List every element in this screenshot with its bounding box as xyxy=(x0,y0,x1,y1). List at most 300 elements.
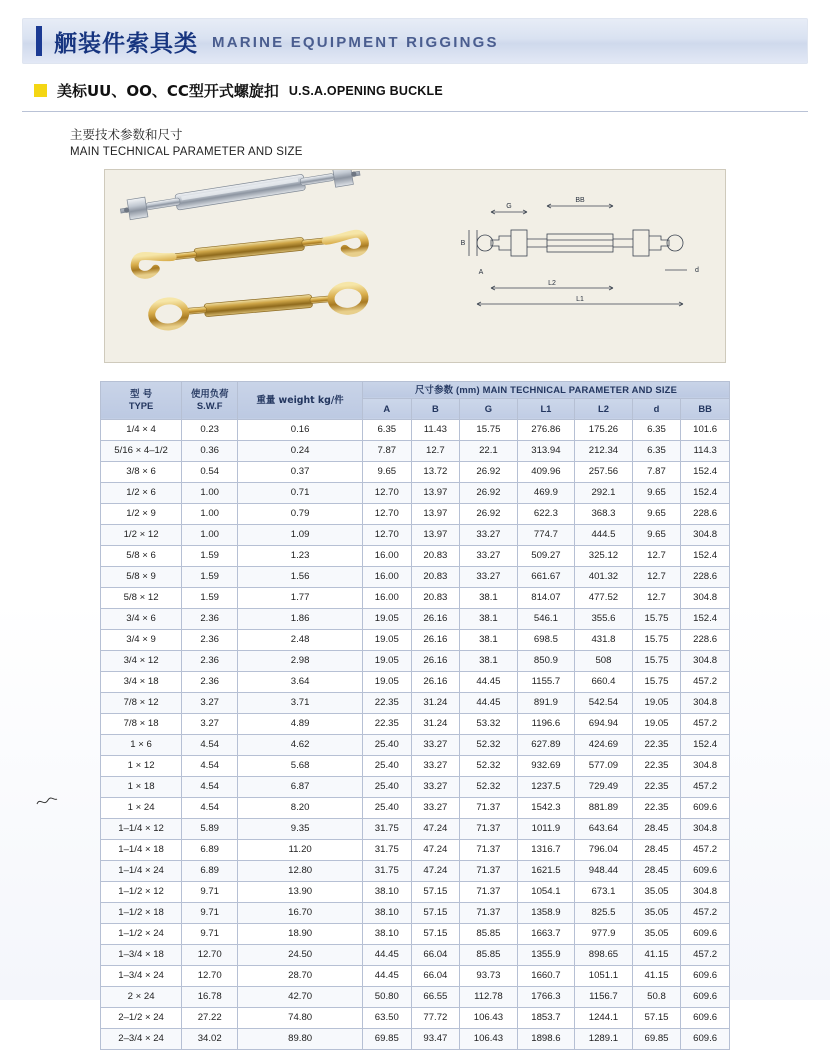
table-cell: 31.75 xyxy=(363,860,412,881)
table-cell: 5/8 × 6 xyxy=(101,545,182,566)
header-title-cn: 舾装件索具类 xyxy=(54,30,198,57)
table-cell: 609.6 xyxy=(681,986,730,1007)
table-row xyxy=(101,461,730,482)
table-cell: 1898.6 xyxy=(517,1028,575,1049)
table-row xyxy=(101,671,730,692)
table-cell: 304.8 xyxy=(681,587,730,608)
table-cell: 542.54 xyxy=(575,692,633,713)
table-cell: 93.73 xyxy=(460,965,518,986)
table-cell: 26.16 xyxy=(411,671,460,692)
table-cell: 112.78 xyxy=(460,986,518,1007)
table-cell: 1.56 xyxy=(238,566,363,587)
table-cell: 9.35 xyxy=(238,818,363,839)
table-cell: 44.45 xyxy=(460,692,518,713)
drawing-label-d: d xyxy=(695,266,699,274)
table-cell: 0.36 xyxy=(182,440,238,461)
table-cell: 1.86 xyxy=(238,608,363,629)
table-cell: 774.7 xyxy=(517,524,575,545)
table-cell: 44.45 xyxy=(460,671,518,692)
table-cell: 25.40 xyxy=(363,776,412,797)
table-cell: 71.37 xyxy=(460,818,518,839)
table-cell: 85.85 xyxy=(460,944,518,965)
table-cell: 106.43 xyxy=(460,1028,518,1049)
table-cell: 26.16 xyxy=(411,608,460,629)
table-cell: 15.75 xyxy=(632,671,681,692)
drawing-label-b: B xyxy=(460,239,466,247)
table-cell: 31.75 xyxy=(363,839,412,860)
table-cell: 1.00 xyxy=(182,503,238,524)
page-header xyxy=(22,18,808,64)
technical-drawing xyxy=(435,170,725,362)
table-cell: 6.87 xyxy=(238,776,363,797)
table-cell: 31.24 xyxy=(411,713,460,734)
table-cell: 52.32 xyxy=(460,776,518,797)
table-cell: 457.2 xyxy=(681,839,730,860)
table-cell: 44.45 xyxy=(363,965,412,986)
table-cell: 304.8 xyxy=(681,818,730,839)
table-cell: 8.20 xyxy=(238,797,363,818)
table-cell: 16.00 xyxy=(363,587,412,608)
table-cell: 5/8 × 12 xyxy=(101,587,182,608)
table-cell: 0.37 xyxy=(238,461,363,482)
table-cell: 1–3/4 × 18 xyxy=(101,944,182,965)
table-cell: 6.35 xyxy=(632,419,681,440)
table-row xyxy=(101,524,730,545)
table-cell: 673.1 xyxy=(575,881,633,902)
table-cell: 325.12 xyxy=(575,545,633,566)
table-cell: 292.1 xyxy=(575,482,633,503)
table-cell: 89.80 xyxy=(238,1028,363,1049)
table-cell: 977.9 xyxy=(575,923,633,944)
table-cell: 4.54 xyxy=(182,755,238,776)
table-cell: 932.69 xyxy=(517,755,575,776)
table-cell: 5.68 xyxy=(238,755,363,776)
table-cell: 3/4 × 6 xyxy=(101,608,182,629)
table-cell: 3.27 xyxy=(182,692,238,713)
table-cell: 431.8 xyxy=(575,629,633,650)
table-cell: 1051.1 xyxy=(575,965,633,986)
params-caption xyxy=(22,126,808,161)
table-cell: 457.2 xyxy=(681,713,730,734)
table-cell: 401.32 xyxy=(575,566,633,587)
table-cell: 9.71 xyxy=(182,923,238,944)
table-cell: 948.44 xyxy=(575,860,633,881)
table-cell: 28.70 xyxy=(238,965,363,986)
table-cell: 457.2 xyxy=(681,944,730,965)
table-cell: 469.9 xyxy=(517,482,575,503)
params-caption-cn: 主要技术参数和尺寸 xyxy=(70,127,183,142)
table-cell: 660.4 xyxy=(575,671,633,692)
table-cell: 1621.5 xyxy=(517,860,575,881)
table-cell: 16.78 xyxy=(182,986,238,1007)
table-cell: 1 × 18 xyxy=(101,776,182,797)
drawing-label-l2: L2 xyxy=(548,279,556,287)
table-cell: 6.35 xyxy=(363,419,412,440)
col-weight xyxy=(238,381,363,419)
col-bb: BB xyxy=(681,398,730,419)
table-row xyxy=(101,734,730,755)
table-row xyxy=(101,839,730,860)
table-cell: 22.35 xyxy=(632,734,681,755)
table-cell: 1011.9 xyxy=(517,818,575,839)
table-cell: 106.43 xyxy=(460,1007,518,1028)
table-cell: 0.71 xyxy=(238,482,363,503)
table-cell: 577.09 xyxy=(575,755,633,776)
table-cell: 4.54 xyxy=(182,734,238,755)
table-cell: 66.04 xyxy=(411,944,460,965)
table-cell: 71.37 xyxy=(460,881,518,902)
table-cell: 18.90 xyxy=(238,923,363,944)
product-photo-svg xyxy=(105,170,435,362)
table-cell: 50.80 xyxy=(363,986,412,1007)
table-cell: 28.45 xyxy=(632,839,681,860)
table-cell: 814.07 xyxy=(517,587,575,608)
table-cell: 891.9 xyxy=(517,692,575,713)
table-cell: 509.27 xyxy=(517,545,575,566)
table-cell: 1244.1 xyxy=(575,1007,633,1028)
header-title-en: MARINE EQUIPMENT RIGGINGS xyxy=(212,34,499,51)
table-cell: 627.89 xyxy=(517,734,575,755)
table-cell: 69.85 xyxy=(632,1028,681,1049)
table-cell: 1.23 xyxy=(238,545,363,566)
table-cell: 6.35 xyxy=(632,440,681,461)
table-row xyxy=(101,818,730,839)
table-cell: 19.05 xyxy=(632,713,681,734)
table-cell: 1237.5 xyxy=(517,776,575,797)
table-cell: 33.27 xyxy=(411,755,460,776)
table-row xyxy=(101,587,730,608)
table-cell: 7/8 × 18 xyxy=(101,713,182,734)
table-cell: 44.45 xyxy=(363,944,412,965)
table-cell: 19.05 xyxy=(363,650,412,671)
table-cell: 6.89 xyxy=(182,839,238,860)
table-cell: 33.27 xyxy=(460,545,518,566)
table-cell: 31.24 xyxy=(411,692,460,713)
table-cell: 409.96 xyxy=(517,461,575,482)
drawing-label-a: A xyxy=(478,268,484,276)
table-cell: 12.7 xyxy=(632,545,681,566)
table-cell: 1.77 xyxy=(238,587,363,608)
table-cell: 35.05 xyxy=(632,902,681,923)
table-cell: 609.6 xyxy=(681,1028,730,1049)
table-row xyxy=(101,776,730,797)
table-cell: 19.05 xyxy=(363,629,412,650)
table-cell: 27.22 xyxy=(182,1007,238,1028)
spec-table-body xyxy=(101,419,730,1049)
table-cell: 33.27 xyxy=(460,524,518,545)
table-cell: 12.70 xyxy=(363,482,412,503)
table-cell: 13.97 xyxy=(411,503,460,524)
margin-squiggle-mark xyxy=(36,795,58,809)
table-cell: 69.85 xyxy=(363,1028,412,1049)
table-cell: 38.1 xyxy=(460,650,518,671)
table-row xyxy=(101,1028,730,1049)
col-size-group: 尺寸参数 (mm) MAIN TECHNICAL PARAMETER AND SIZE xyxy=(363,381,730,398)
table-cell: 57.15 xyxy=(411,923,460,944)
table-cell: 52.32 xyxy=(460,755,518,776)
table-row xyxy=(101,650,730,671)
col-swf xyxy=(182,381,238,419)
table-cell: 38.10 xyxy=(363,923,412,944)
table-cell: 152.4 xyxy=(681,461,730,482)
table-cell: 47.24 xyxy=(411,860,460,881)
table-cell: 24.50 xyxy=(238,944,363,965)
table-cell: 0.79 xyxy=(238,503,363,524)
table-cell: 9.65 xyxy=(632,482,681,503)
table-cell: 22.35 xyxy=(363,692,412,713)
table-row xyxy=(101,986,730,1007)
table-cell: 1–3/4 × 24 xyxy=(101,965,182,986)
table-cell: 661.67 xyxy=(517,566,575,587)
table-cell: 13.90 xyxy=(238,881,363,902)
table-cell: 0.54 xyxy=(182,461,238,482)
table-cell: 12.7 xyxy=(632,566,681,587)
table-cell: 53.32 xyxy=(460,713,518,734)
table-cell: 2.36 xyxy=(182,671,238,692)
table-cell: 4.54 xyxy=(182,797,238,818)
table-cell: 12.70 xyxy=(182,965,238,986)
table-cell: 7.87 xyxy=(632,461,681,482)
table-row xyxy=(101,797,730,818)
table-cell: 2–3/4 × 24 xyxy=(101,1028,182,1049)
table-cell: 1/2 × 9 xyxy=(101,503,182,524)
table-cell: 3.27 xyxy=(182,713,238,734)
table-cell: 698.5 xyxy=(517,629,575,650)
subtitle-cn: 美标UU、OO、CC型开式螺旋扣 xyxy=(57,82,279,100)
table-cell: 355.6 xyxy=(575,608,633,629)
table-cell: 63.50 xyxy=(363,1007,412,1028)
table-cell: 313.94 xyxy=(517,440,575,461)
table-cell: 850.9 xyxy=(517,650,575,671)
subtitle-en: U.S.A.OPENING BUCKLE xyxy=(288,83,443,98)
table-cell: 11.20 xyxy=(238,839,363,860)
table-cell: 1196.6 xyxy=(517,713,575,734)
table-cell: 4.54 xyxy=(182,776,238,797)
technical-drawing-svg xyxy=(435,170,725,362)
table-cell: 1542.3 xyxy=(517,797,575,818)
table-cell: 3.71 xyxy=(238,692,363,713)
table-row xyxy=(101,482,730,503)
figure-box xyxy=(104,169,726,363)
table-cell: 13.97 xyxy=(411,482,460,503)
table-cell: 1.00 xyxy=(182,482,238,503)
table-cell: 694.94 xyxy=(575,713,633,734)
col-d: d xyxy=(632,398,681,419)
table-cell: 1766.3 xyxy=(517,986,575,1007)
table-row xyxy=(101,629,730,650)
col-a: A xyxy=(363,398,412,419)
table-cell: 2.36 xyxy=(182,650,238,671)
table-cell: 3/4 × 9 xyxy=(101,629,182,650)
table-cell: 57.15 xyxy=(632,1007,681,1028)
table-cell: 74.80 xyxy=(238,1007,363,1028)
table-cell: 7/8 × 12 xyxy=(101,692,182,713)
table-cell: 35.05 xyxy=(632,881,681,902)
table-cell: 796.04 xyxy=(575,839,633,860)
table-cell: 15.75 xyxy=(632,629,681,650)
table-cell: 12.70 xyxy=(363,524,412,545)
table-cell: 304.8 xyxy=(681,755,730,776)
table-cell: 898.65 xyxy=(575,944,633,965)
table-cell: 15.75 xyxy=(460,419,518,440)
spec-table-header-row-1 xyxy=(101,381,730,398)
col-l2: L2 xyxy=(575,398,633,419)
table-cell: 66.55 xyxy=(411,986,460,1007)
table-cell: 9.65 xyxy=(363,461,412,482)
table-cell: 304.8 xyxy=(681,881,730,902)
table-row xyxy=(101,419,730,440)
table-row xyxy=(101,608,730,629)
table-cell: 33.27 xyxy=(411,776,460,797)
table-cell: 609.6 xyxy=(681,860,730,881)
table-cell: 11.43 xyxy=(411,419,460,440)
table-cell: 16.00 xyxy=(363,566,412,587)
table-cell: 35.05 xyxy=(632,923,681,944)
table-cell: 20.83 xyxy=(411,587,460,608)
table-row xyxy=(101,713,730,734)
table-cell: 34.02 xyxy=(182,1028,238,1049)
table-row xyxy=(101,860,730,881)
table-cell: 152.4 xyxy=(681,734,730,755)
table-cell: 457.2 xyxy=(681,776,730,797)
table-cell: 304.8 xyxy=(681,692,730,713)
table-cell: 1/2 × 12 xyxy=(101,524,182,545)
table-cell: 5.89 xyxy=(182,818,238,839)
table-cell: 368.3 xyxy=(575,503,633,524)
table-cell: 38.1 xyxy=(460,629,518,650)
table-cell: 41.15 xyxy=(632,944,681,965)
table-cell: 152.4 xyxy=(681,482,730,503)
table-cell: 77.72 xyxy=(411,1007,460,1028)
table-cell: 41.15 xyxy=(632,965,681,986)
table-cell: 12.80 xyxy=(238,860,363,881)
table-cell: 622.3 xyxy=(517,503,575,524)
table-cell: 546.1 xyxy=(517,608,575,629)
table-cell: 1.59 xyxy=(182,566,238,587)
table-cell: 47.24 xyxy=(411,818,460,839)
table-cell: 9.71 xyxy=(182,881,238,902)
table-cell: 1 × 12 xyxy=(101,755,182,776)
product-photos xyxy=(105,170,435,362)
table-cell: 71.37 xyxy=(460,860,518,881)
table-row xyxy=(101,965,730,986)
section-subtitle xyxy=(22,80,808,101)
table-cell: 26.16 xyxy=(411,629,460,650)
table-cell: 3/4 × 18 xyxy=(101,671,182,692)
table-cell: 228.6 xyxy=(681,566,730,587)
table-row xyxy=(101,944,730,965)
table-cell: 57.15 xyxy=(411,881,460,902)
table-cell: 304.8 xyxy=(681,650,730,671)
table-cell: 22.35 xyxy=(632,755,681,776)
table-cell: 5/8 × 9 xyxy=(101,566,182,587)
table-cell: 1355.9 xyxy=(517,944,575,965)
table-cell: 1–1/4 × 24 xyxy=(101,860,182,881)
table-cell: 212.34 xyxy=(575,440,633,461)
table-cell: 12.70 xyxy=(182,944,238,965)
table-cell: 3/8 × 6 xyxy=(101,461,182,482)
table-cell: 12.7 xyxy=(632,587,681,608)
bullet-square-icon xyxy=(34,84,47,97)
table-cell: 26.92 xyxy=(460,461,518,482)
table-cell: 16.70 xyxy=(238,902,363,923)
table-cell: 15.75 xyxy=(632,650,681,671)
table-cell: 47.24 xyxy=(411,839,460,860)
table-cell: 66.04 xyxy=(411,965,460,986)
table-cell: 7.87 xyxy=(363,440,412,461)
table-cell: 4.62 xyxy=(238,734,363,755)
table-cell: 22.35 xyxy=(632,797,681,818)
col-type-en: TYPE xyxy=(128,400,154,412)
table-cell: 6.89 xyxy=(182,860,238,881)
table-cell: 114.3 xyxy=(681,440,730,461)
table-cell: 457.2 xyxy=(681,902,730,923)
table-cell: 2.98 xyxy=(238,650,363,671)
table-cell: 25.40 xyxy=(363,734,412,755)
table-cell: 13.72 xyxy=(411,461,460,482)
table-cell: 643.64 xyxy=(575,818,633,839)
table-cell: 15.75 xyxy=(632,608,681,629)
table-cell: 20.83 xyxy=(411,566,460,587)
table-cell: 57.15 xyxy=(411,902,460,923)
table-cell: 175.26 xyxy=(575,419,633,440)
table-cell: 1853.7 xyxy=(517,1007,575,1028)
table-cell: 228.6 xyxy=(681,629,730,650)
table-cell: 1–1/4 × 18 xyxy=(101,839,182,860)
table-cell: 152.4 xyxy=(681,545,730,566)
table-cell: 881.89 xyxy=(575,797,633,818)
table-cell: 28.45 xyxy=(632,860,681,881)
table-cell: 33.27 xyxy=(460,566,518,587)
table-cell: 26.92 xyxy=(460,482,518,503)
table-cell: 825.5 xyxy=(575,902,633,923)
table-row xyxy=(101,1007,730,1028)
table-cell: 1 × 24 xyxy=(101,797,182,818)
table-cell: 1/2 × 6 xyxy=(101,482,182,503)
table-cell: 1–1/2 × 24 xyxy=(101,923,182,944)
table-cell: 31.75 xyxy=(363,818,412,839)
table-cell: 1 × 6 xyxy=(101,734,182,755)
table-cell: 3/4 × 12 xyxy=(101,650,182,671)
table-row xyxy=(101,881,730,902)
col-type-cn: 型 号 xyxy=(130,388,153,400)
table-row xyxy=(101,755,730,776)
table-cell: 457.2 xyxy=(681,671,730,692)
table-cell: 2.36 xyxy=(182,629,238,650)
col-b: B xyxy=(411,398,460,419)
spec-table-head xyxy=(101,381,730,419)
table-cell: 9.65 xyxy=(632,524,681,545)
table-cell: 1.59 xyxy=(182,545,238,566)
table-cell: 4.89 xyxy=(238,713,363,734)
table-cell: 38.10 xyxy=(363,881,412,902)
col-l1: L1 xyxy=(517,398,575,419)
table-cell: 25.40 xyxy=(363,797,412,818)
table-cell: 12.70 xyxy=(363,503,412,524)
col-g: G xyxy=(460,398,518,419)
table-cell: 609.6 xyxy=(681,965,730,986)
table-cell: 19.05 xyxy=(363,671,412,692)
table-cell: 16.00 xyxy=(363,545,412,566)
table-cell: 3.64 xyxy=(238,671,363,692)
divider xyxy=(22,111,808,112)
table-cell: 1–1/2 × 12 xyxy=(101,881,182,902)
table-cell: 38.1 xyxy=(460,608,518,629)
table-row xyxy=(101,692,730,713)
table-row xyxy=(101,923,730,944)
table-cell: 609.6 xyxy=(681,797,730,818)
table-cell: 257.56 xyxy=(575,461,633,482)
